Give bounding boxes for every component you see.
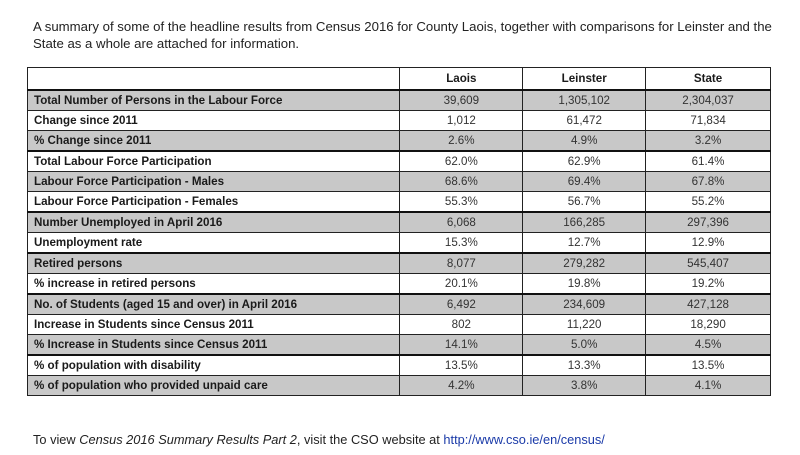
cell-state: 67.8%: [646, 172, 771, 192]
cell-laois: 20.1%: [400, 274, 523, 295]
cell-state: 3.2%: [646, 131, 771, 152]
table-row: [28, 253, 771, 274]
cell-state: 427,128: [646, 294, 771, 315]
cell-leinster: 69.4%: [523, 172, 646, 192]
cell-laois: 62.0%: [400, 151, 523, 172]
table-row: [28, 212, 771, 233]
row-label: Total Number of Persons in the Labour Force: [28, 90, 400, 111]
cell-state: 71,834: [646, 111, 771, 131]
cell-leinster: 11,220: [523, 315, 646, 335]
table-row: [28, 111, 771, 131]
cell-laois: 68.6%: [400, 172, 523, 192]
row-label: Increase in Students since Census 2011: [28, 315, 400, 335]
cell-state: 545,407: [646, 253, 771, 274]
cell-leinster: 3.8%: [523, 376, 646, 396]
row-label: Retired persons: [28, 253, 400, 274]
table-row: [28, 172, 771, 192]
cell-state: 12.9%: [646, 233, 771, 254]
table-row: [28, 90, 771, 111]
cell-leinster: 13.3%: [523, 355, 646, 376]
header-blank: [28, 68, 400, 91]
cell-laois: 6,068: [400, 212, 523, 233]
cso-census-link[interactable]: http://www.cso.ie/en/census/: [443, 432, 605, 447]
cell-leinster: 166,285: [523, 212, 646, 233]
cell-laois: 55.3%: [400, 192, 523, 213]
row-label: No. of Students (aged 15 and over) in April 2016: [28, 294, 400, 315]
row-label: % increase in retired persons: [28, 274, 400, 295]
cell-laois: 2.6%: [400, 131, 523, 152]
cell-laois: 1,012: [400, 111, 523, 131]
table-row: [28, 335, 771, 356]
table-row: [28, 294, 771, 315]
header-laois: Laois: [400, 68, 523, 91]
cell-laois: 802: [400, 315, 523, 335]
header-leinster: Leinster: [523, 68, 646, 91]
cell-laois: 8,077: [400, 253, 523, 274]
row-label: % of population with disability: [28, 355, 400, 376]
row-label: Total Labour Force Participation: [28, 151, 400, 172]
cell-leinster: 12.7%: [523, 233, 646, 254]
header-state: State: [646, 68, 771, 91]
row-label: Labour Force Participation - Females: [28, 192, 400, 213]
footer-prefix: To view: [33, 432, 80, 447]
table-header-row: [28, 68, 771, 91]
table-row: [28, 355, 771, 376]
table-row: [28, 315, 771, 335]
cell-laois: 14.1%: [400, 335, 523, 356]
cell-state: 61.4%: [646, 151, 771, 172]
cell-leinster: 62.9%: [523, 151, 646, 172]
row-label: % Increase in Students since Census 2011: [28, 335, 400, 356]
cell-leinster: 19.8%: [523, 274, 646, 295]
cell-state: 13.5%: [646, 355, 771, 376]
cell-state: 55.2%: [646, 192, 771, 213]
table-row: [28, 233, 771, 254]
cell-laois: 4.2%: [400, 376, 523, 396]
cell-laois: 6,492: [400, 294, 523, 315]
cell-state: 19.2%: [646, 274, 771, 295]
table-row: [28, 376, 771, 396]
cell-leinster: 279,282: [523, 253, 646, 274]
row-label: Unemployment rate: [28, 233, 400, 254]
cell-state: 2,304,037: [646, 90, 771, 111]
row-label: Number Unemployed in April 2016: [28, 212, 400, 233]
table-row: [28, 151, 771, 172]
cell-leinster: 1,305,102: [523, 90, 646, 111]
cell-leinster: 5.0%: [523, 335, 646, 356]
cell-leinster: 234,609: [523, 294, 646, 315]
footer-note: [33, 432, 605, 447]
cell-state: 4.5%: [646, 335, 771, 356]
table-row: [28, 192, 771, 213]
cell-laois: 13.5%: [400, 355, 523, 376]
row-label: % Change since 2011: [28, 131, 400, 152]
cell-laois: 15.3%: [400, 233, 523, 254]
row-label: Change since 2011: [28, 111, 400, 131]
census-table: [27, 67, 771, 396]
cell-leinster: 61,472: [523, 111, 646, 131]
row-label: Labour Force Participation - Males: [28, 172, 400, 192]
cell-leinster: 56.7%: [523, 192, 646, 213]
intro-paragraph: A summary of some of the headline results from Census 2016 for County Laois, together with comparisons for Leinster and the State as a whole are attached for information.: [33, 19, 772, 51]
table-row: [28, 274, 771, 295]
footer-middle: , visit the CSO website at: [296, 432, 444, 447]
table-row: [28, 131, 771, 152]
cell-state: 18,290: [646, 315, 771, 335]
cell-leinster: 4.9%: [523, 131, 646, 152]
footer-publication-title: Census 2016 Summary Results Part 2: [79, 432, 297, 447]
cell-laois: 39,609: [400, 90, 523, 111]
cell-state: 297,396: [646, 212, 771, 233]
row-label: % of population who provided unpaid care: [28, 376, 400, 396]
cell-state: 4.1%: [646, 376, 771, 396]
